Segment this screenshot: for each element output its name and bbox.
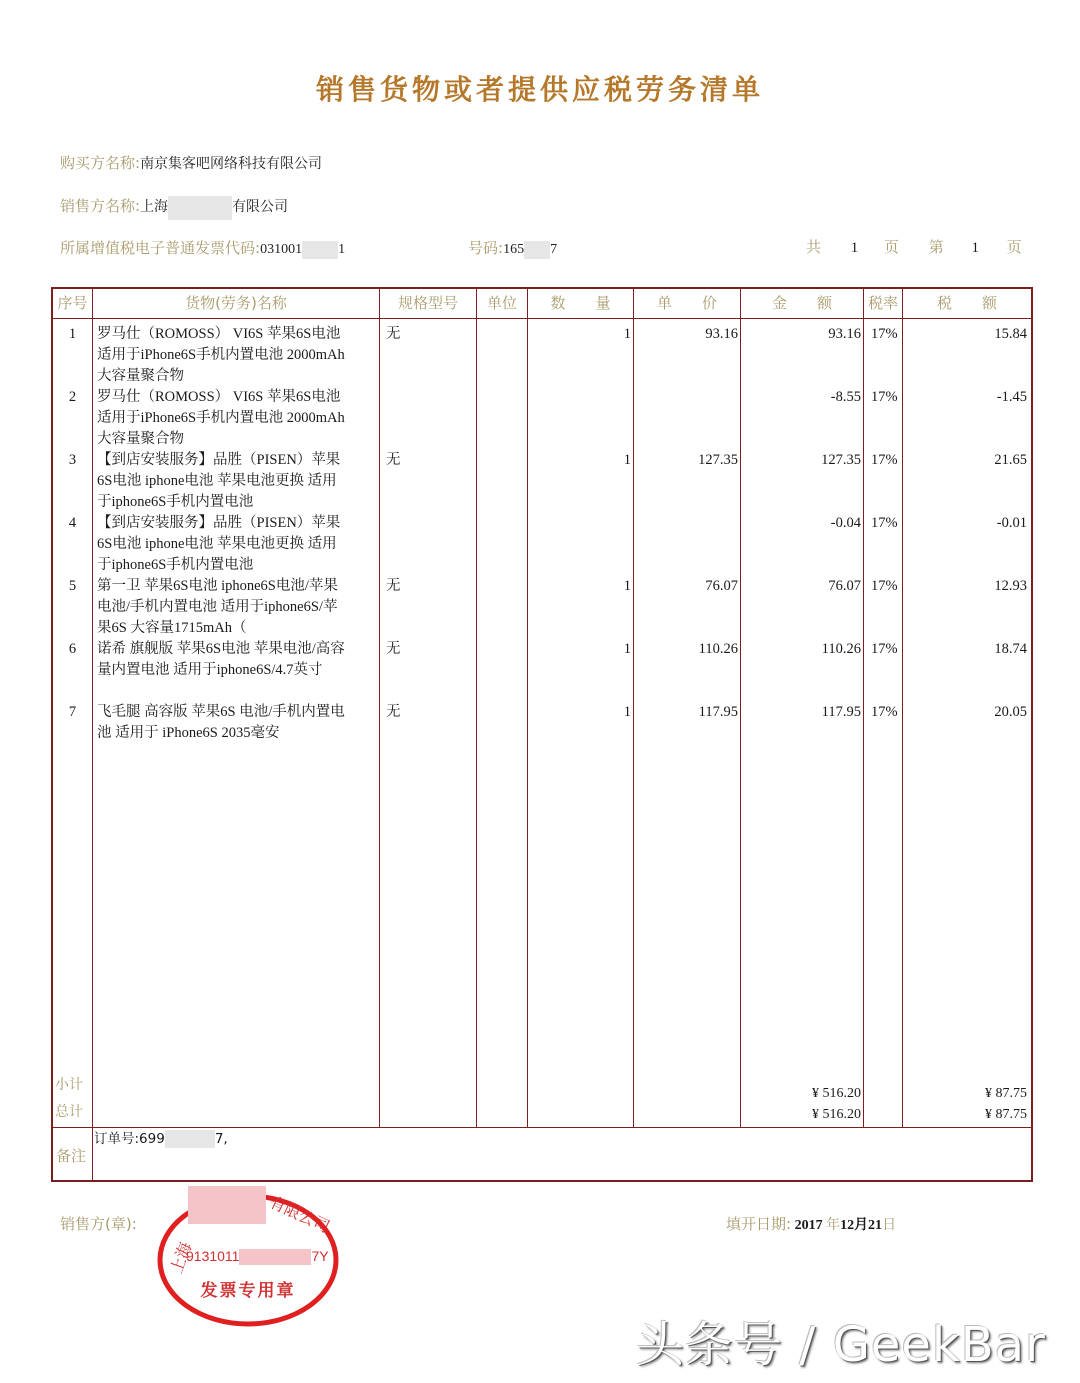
date-day-unit: 日 <box>882 1217 897 1233</box>
pager-total-label: 共 <box>806 238 822 256</box>
row-no: 1 <box>68 326 77 342</box>
row-amount: 110.26 <box>821 641 861 657</box>
row-name: 【到店安装服务】品胜（PISEN）苹果6S电池 iphone电池 苹果电池更换 适用于iphone6S手机内置电池 <box>97 452 341 510</box>
row-spec: 无 <box>386 641 401 657</box>
header-spec: 规格型号 <box>397 294 458 312</box>
stamp-company-tail: 有限公司 <box>266 1192 333 1237</box>
page-title: 销售货物或者提供应税劳务清单 <box>315 73 764 106</box>
row-qty: 1 <box>623 326 631 342</box>
date-year-unit: 年 <box>826 1217 841 1233</box>
row-amount: -0.04 <box>830 515 861 531</box>
row-price: 110.26 <box>698 641 738 657</box>
row-rate: 17% <box>871 452 898 468</box>
date-year: 2017 <box>794 1218 823 1233</box>
invoice-number-line <box>468 237 557 259</box>
stamp-tax-id <box>186 1248 329 1265</box>
pager-current-label: 第 <box>928 238 944 256</box>
invoice-code-suffix: 1 <box>338 242 346 257</box>
row-spec: 无 <box>386 578 401 594</box>
total-amount: ¥ 516.20 <box>812 1107 861 1122</box>
buyer-name: 南京集客吧网络科技有限公司 <box>140 156 323 172</box>
row-qty: 1 <box>623 452 631 468</box>
header-no: 序号 <box>57 294 88 312</box>
order-number-suffix: 7, <box>214 1131 228 1147</box>
row-spec: 无 <box>386 452 401 468</box>
row-name: 第一卫 苹果6S电池 iphone6S电池/苹果电池/手机内置电池 适用于iphone6S/苹果6S 大容量1715mAh（ <box>97 578 338 636</box>
row-tax: 18.74 <box>994 641 1027 657</box>
row-name: 罗马仕（ROMOSS） VI6S 苹果6S电池 适用于iPhone6S手机内置电池 2000mAh大容量聚合物 <box>97 389 345 447</box>
row-tax: -0.01 <box>996 515 1027 531</box>
seller-seal-label: 销售方(章): <box>60 1215 137 1233</box>
row-no: 3 <box>68 452 77 468</box>
buyer-line <box>60 152 322 173</box>
subtotal-tax: ¥ 87.75 <box>985 1086 1027 1101</box>
header-tax: 税 额 <box>936 294 997 312</box>
header-rate: 税率 <box>867 294 898 312</box>
seller-name-prefix: 上海 <box>140 199 169 215</box>
redaction-mask <box>188 1186 266 1224</box>
row-rate: 17% <box>871 515 898 531</box>
row-tax: 12.93 <box>994 578 1027 594</box>
row-name: 罗马仕（ROMOSS） VI6S 苹果6S电池 适用于iPhone6S手机内置电池 2000mAh大容量聚合物 <box>97 326 345 384</box>
subtotal-label: 小计 <box>55 1077 83 1093</box>
invoice-items-table <box>51 287 1033 1182</box>
row-price: 76.07 <box>705 578 738 594</box>
header-amount: 金 额 <box>771 294 832 312</box>
row-name: 【到店安装服务】品胜（PISEN）苹果6S电池 iphone电池 苹果电池更换 适用于iphone6S手机内置电池 <box>97 515 341 573</box>
row-no: 6 <box>68 641 77 657</box>
row-spec: 无 <box>386 704 401 720</box>
pager-current: 1 <box>971 240 980 256</box>
date-label: 填开日期: <box>726 1215 792 1233</box>
invoice-code-line <box>60 237 345 259</box>
pager-total: 1 <box>850 240 859 256</box>
row-rate: 17% <box>871 326 898 342</box>
invoice-number-suffix: 7 <box>550 242 558 257</box>
row-price: 127.35 <box>698 452 738 468</box>
buyer-label: 购买方名称: <box>60 154 141 172</box>
row-rate: 17% <box>871 704 898 720</box>
invoice-code-prefix: 031001 <box>260 242 303 257</box>
row-rate: 17% <box>871 389 898 405</box>
row-amount: 117.95 <box>821 704 861 720</box>
pager-unit: 页 <box>884 238 900 256</box>
row-tax: -1.45 <box>996 389 1027 405</box>
invoice-code-label: 所属增值税电子普通发票代码: <box>60 239 261 257</box>
order-number-prefix: 订单号:699 <box>94 1131 165 1147</box>
row-amount: 76.07 <box>828 578 861 594</box>
redaction-mask <box>524 241 550 259</box>
row-tax: 15.84 <box>994 326 1027 342</box>
row-amount: 93.16 <box>828 326 861 342</box>
seller-label: 销售方名称: <box>60 197 141 215</box>
stamp-seal-text: 发票专用章 <box>200 1281 296 1301</box>
total-label: 总计 <box>55 1104 83 1120</box>
row-tax: 21.65 <box>994 452 1027 468</box>
remarks-order <box>94 1129 228 1150</box>
header-unit: 单位 <box>486 294 517 312</box>
row-name: 诺希 旗舰版 苹果6S电池 苹果电池/高容量内置电池 适用于iphone6S/4.7英寸 <box>97 641 345 678</box>
stamp-company-head: 上海 <box>166 1239 196 1277</box>
watermark: 头条号 / GeekBar <box>636 1317 1046 1373</box>
invoice-number-label: 号码: <box>468 239 504 257</box>
row-no: 2 <box>68 389 77 405</box>
total-tax: ¥ 87.75 <box>985 1107 1027 1122</box>
row-tax: 20.05 <box>994 704 1027 720</box>
row-spec: 无 <box>386 326 401 342</box>
stamp-tax-id-prefix: 9131011 <box>186 1248 240 1264</box>
remarks-label: 备注 <box>56 1147 87 1165</box>
redaction-mask <box>302 241 338 259</box>
invoice-number-prefix: 165 <box>503 242 525 257</box>
row-qty: 1 <box>623 641 631 657</box>
pager-current-unit: 页 <box>1006 238 1022 256</box>
seller-line <box>60 195 288 220</box>
row-rate: 17% <box>871 641 898 657</box>
row-price: 117.95 <box>698 704 738 720</box>
page-indicator <box>806 236 1022 257</box>
seller-name-suffix: 有限公司 <box>232 199 289 215</box>
subtotal-amount: ¥ 516.20 <box>812 1086 861 1101</box>
header-name: 货物(劳务)名称 <box>185 294 287 312</box>
row-no: 5 <box>68 578 77 594</box>
date-month-day: 12月21 <box>840 1218 883 1233</box>
redaction-mask <box>239 1249 311 1265</box>
header-price: 单 价 <box>656 294 717 312</box>
seller-seal-line <box>60 1213 137 1234</box>
row-price: 93.16 <box>705 326 738 342</box>
stamp-tax-id-suffix: 7Y <box>311 1248 329 1264</box>
row-name: 飞毛腿 高容版 苹果6S 电池/手机内置电池 适用于 iPhone6S 2035毫安 <box>97 704 345 741</box>
header-qty: 数 量 <box>550 294 611 312</box>
redaction-mask <box>165 1130 215 1148</box>
row-rate: 17% <box>871 578 898 594</box>
row-no: 7 <box>68 704 77 720</box>
row-amount: 127.35 <box>821 452 861 468</box>
redaction-mask <box>168 196 232 220</box>
row-qty: 1 <box>623 704 631 720</box>
row-no: 4 <box>68 515 77 531</box>
issue-date <box>726 1213 896 1234</box>
row-amount: -8.55 <box>830 389 861 405</box>
row-qty: 1 <box>623 578 631 594</box>
invoice-seal-stamp <box>156 1188 340 1328</box>
